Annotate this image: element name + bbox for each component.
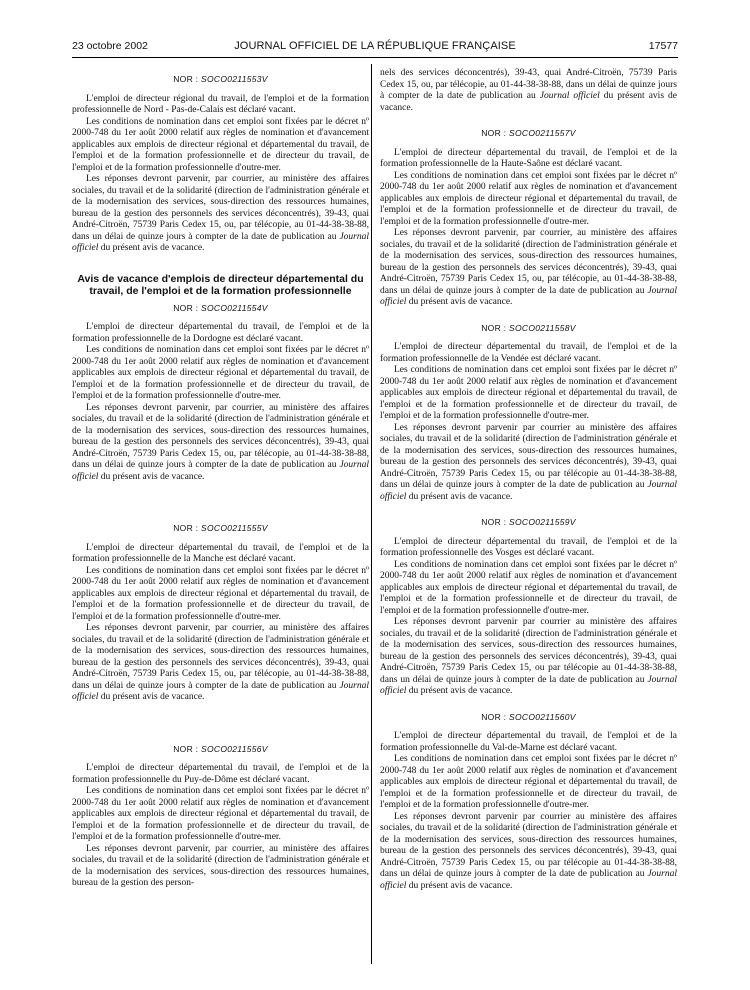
notice-paragraph: Les conditions de nomination dans cet emploi sont fixées par le décret nº 2000-748 du 1er août 2000 relatif aux règles de nomination et d'avancement applicables aux emplois de directeur régional et départemental du travail, de l'emploi et de la formation professionnelle et de directeur du travail, de l'emploi et de la formation professionnelle d'outre-mer.	[72, 786, 369, 842]
notice-paragraph	[380, 68, 677, 114]
notice-paragraph: Les conditions de nomination dans cet emploi sont fixées par le décret nº 2000-748 du 1er août 2000 relatif aux règles de nomination et d'avancement applicables aux emplois de directeur régional et départemental du travail, de l'emploi et de la formation professionnelle et de directeur du travail, de l'emploi et de la formation professionnelle d'outre-mer.	[380, 170, 677, 227]
notice-paragraph: L'emploi de directeur régional du travail, de l'emploi et de la formation professionnelle de Nord - Pas-de-Calais est déclaré vacant.	[72, 93, 369, 115]
notice-paragraph: L'emploi de directeur départemental du travail, de l'emploi et de la formation professionnelle du Val-de-Marne est déclaré vacant.	[380, 731, 677, 753]
notice-paragraph: Les conditions de nomination dans cet emploi sont fixées par le décret nº 2000-748 du 1er août 2000 relatif aux règles de nomination et d'avancement applicables aux emplois de directeur régional et départemental du travail, de l'emploi et de la formation professionnelle et de directeur du travail, de l'emploi et de la formation professionnelle d'outre-mer.	[380, 365, 677, 421]
journal-officiel-ref: Journal officiel	[72, 460, 369, 482]
nor-reference	[380, 128, 677, 140]
header-date: 23 octobre 2002	[72, 40, 148, 52]
notice-paragraph	[380, 423, 677, 504]
notice-paragraph: Les conditions de nomination dans cet emploi sont fixées par le décret nº 2000-748 du 1er août 2000 relatif aux règles de nomination et d'avancement applicables aux emplois de directeur régional et départemental du travail, de l'emploi et de la formation professionnelle et de directeur du travail, de l'emploi et de la formation professionnelle d'outre-mer.	[72, 345, 369, 401]
notice-text-end: du présent avis de vacance.	[408, 297, 513, 307]
nor-label: NOR :	[173, 523, 199, 533]
notice-text: nels des services déconcentrés), 39-43, quai André-Citroën, 75739 Paris Cedex 15, ou, par télécopie, au 01-44-38-38-88, dans un délai de quinze jours à compter de la date de publication au	[380, 68, 677, 101]
notice-block	[72, 303, 369, 484]
journal-officiel-ref: Journal officiel	[380, 480, 677, 502]
notice-text: Les réponses devront parvenir par courrier au ministère des affaires sociales, du travail et de la solidarité (direction de l'administration générale et de la modernisation des services, sous-direction des ressources humaines, bureau de la gestion des personnels des services déconcentrés), 39-43, quai André-Citroën, 75739 Paris Cedex 15, ou par télécopie au 01-44-38-38-88, dans un délai de quinze jours à compter de la date de publication au	[380, 422, 677, 490]
nor-reference	[72, 744, 369, 756]
notice-text-end: du présent avis de vacance.	[408, 491, 513, 502]
nor-reference	[380, 712, 677, 724]
notice-text: Les réponses devront parvenir, par courrier, au ministère des affaires sociales, du travail et de la solidarité (direction de l'administration générale et de la modernisation des services, sous-direction des ressources humaines, bureau de la gestion des personnels des services déconcentrés), 39-43, quai André-Citroën, 75739 Paris Cedex 15, ou, par télécopie, au 01-44-38-38-88, dans un délai de quinze jours à compter de la date de publication au	[72, 174, 369, 242]
notice-block	[72, 74, 369, 255]
notice-paragraph	[72, 174, 369, 255]
nor-code: SOCO0211555V	[201, 523, 268, 533]
nor-label: NOR :	[481, 711, 507, 722]
notice-text-end: du présent avis de vacance.	[100, 692, 205, 702]
notice-block	[72, 523, 369, 704]
nor-reference	[72, 74, 369, 86]
nor-reference	[380, 517, 677, 529]
notice-text: Les réponses devront parvenir, par courrier, au ministère des affaires sociales, du travail et de la solidarité (direction de l'administration générale et de la modernisation des services, sous-direction des ressources humaines, bureau de la gestion des personnels des services déconcentrés), 39-43, quai André-Citroën, 75739 Paris Cedex 15, ou, par télécopie, au 01-44-38-38-88, dans un délai de quinze jours à compter de la date de publication au	[72, 623, 369, 691]
notice-paragraph: L'emploi de directeur départemental du travail, de l'emploi et de la formation professionnelle de la Vendée est déclaré vacant.	[380, 342, 677, 364]
notice-paragraph: Les réponses devront parvenir, par courrier, au ministère des affaires sociales, du travail et de la solidarité (direction de l'administration générale et de la modernisation des services, sous-direction des ressources humaines, bureau de la gestion des person-	[72, 843, 369, 888]
journal-officiel-ref: Journal officiel	[539, 91, 600, 101]
notice-paragraph: Les conditions de nomination dans cet emploi sont fixées par le décret nº 2000-748 du 1er août 2000 relatif aux règles de nomination et d'avancement applicables aux emplois de directeur régional et départemental du travail, de l'emploi et de la formation professionnelle et de directeur du travail, de l'emploi et de la formation professionnelle d'outre-mer.	[72, 116, 369, 173]
nor-code: SOCO0211554V	[201, 302, 268, 313]
journal-officiel-ref: Journal officiel	[380, 674, 677, 696]
notice-text: Les réponses devront parvenir, par courrier, au ministère des affaires sociales, du travail et de la solidarité (direction de l'administration générale et de la modernisation des services, sous-direction des ressources humaines, bureau de la gestion des personnels des services déconcentrés), 39-43, quai André-Citroën, 75739 Paris Cedex 15, ou, par télécopie, au 01-44-38-38-88, dans un délai de quinze jours à compter de la date de publication au	[380, 228, 677, 296]
nor-label: NOR :	[481, 517, 507, 527]
notice-paragraph	[380, 617, 677, 698]
notice-paragraph: Les conditions de nomination dans cet emploi sont fixées par le décret nº 2000-748 du 1er août 2000 relatif aux règles de nomination et d'avancement applicables aux emplois de directeur régional et départemental du travail, de l'emploi et de la formation professionnelle et de directeur du travail, de l'emploi et de la formation professionnelle d'outre-mer.	[72, 565, 369, 622]
notice-paragraph: L'emploi de directeur départemental du travail, de l'emploi et de la formation professionnelle du Puy-de-Dôme est déclaré vacant.	[72, 763, 369, 785]
notice-text: Les réponses devront parvenir par courrier au ministère des affaires sociales, du travail et de la solidarité (direction de l'administration générale et de la modernisation des services, sous-direction des ressources humaines, bureau de la gestion des personnels des services déconcentrés), 39-43, quai André-Citroën, 75739 Paris Cedex 15, ou par télécopie au 01-44-38-38-88, dans un délai de quinze jours à compter de la date de publication au	[380, 617, 677, 685]
column-divider	[371, 64, 372, 964]
journal-officiel-ref: Journal officiel	[380, 285, 677, 307]
notice-paragraph: L'emploi de directeur départemental du travail, de l'emploi et de la formation professionnelle de la Manche est déclaré vacant.	[72, 542, 369, 564]
page-header	[72, 40, 678, 56]
notice-paragraph: Les conditions de nomination dans cet emploi sont fixées par le décret nº 2000-748 du 1er août 2000 relatif aux règles de nomination et d'avancement applicables aux emplois de directeur régional et départemental du travail, de l'emploi et de la formation professionnelle et de directeur du travail, de l'emploi et de la formation professionnelle d'outre-mer.	[380, 754, 677, 810]
notice-paragraph	[72, 403, 369, 484]
notice-text-end: du présent avis de vacance.	[380, 91, 677, 113]
notice-paragraph: L'emploi de directeur départemental du travail, de l'emploi et de la formation professionnelle des Vosges est déclaré vacant.	[380, 536, 677, 558]
nor-label: NOR :	[173, 302, 199, 313]
nor-code: SOCO0211558V	[509, 322, 576, 333]
header-page-number: 17577	[648, 40, 678, 52]
nor-reference	[380, 323, 677, 335]
left-column	[72, 68, 369, 968]
nor-code: SOCO0211557V	[509, 128, 576, 138]
journal-officiel-ref: Journal officiel	[380, 869, 677, 891]
notice-block	[380, 128, 677, 309]
journal-officiel-ref: Journal officiel	[72, 680, 369, 702]
journal-officiel-ref: Journal officiel	[72, 231, 369, 253]
notice-text-end: du présent avis de vacance.	[100, 243, 205, 253]
notice-text: Les réponses devront parvenir, par courrier, au ministère des affaires sociales, du travail et de la solidarité (direction de l'administration générale et de la modernisation des services, sous-direction des ressources humaines, bureau de la gestion des personnels des services déconcentrés), 39-43, quai André-Citroën, 75739 Paris Cedex 15, ou, par télécopie, au 01-44-38-38-88, dans un délai de quinze jours à compter de la date de publication au	[72, 402, 369, 470]
nor-code: SOCO0211559V	[509, 517, 576, 527]
nor-reference	[72, 523, 369, 535]
nor-label: NOR :	[173, 743, 199, 754]
right-column	[380, 68, 677, 968]
notice-paragraph: L'emploi de directeur départemental du travail, de l'emploi et de la formation professionnelle de la Haute-Saône est déclaré vacant.	[380, 147, 677, 169]
notice-paragraph: Les conditions de nomination dans cet emploi sont fixées par le décret nº 2000-748 du 1er août 2000 relatif aux règles de nomination et d'avancement applicables aux emplois de directeur régional et départemental du travail, de l'emploi et de la formation professionnelle et de directeur du travail, de l'emploi et de la formation professionnelle d'outre-mer.	[380, 559, 677, 616]
nor-label: NOR :	[481, 128, 507, 138]
notice-block	[72, 744, 369, 890]
nor-label: NOR :	[173, 74, 199, 84]
notice-text: Les réponses devront parvenir par courrier au ministère des affaires sociales, du travail et de la solidarité (direction de l'administration générale et de la modernisation des services, sous-direction des ressources humaines, bureau de la gestion des personnels des services déconcentrés), 39-43, quai André-Citroën, 75739 Paris Cedex 15, ou par télécopie au 01-44-38-38-88, dans un délai de quinze jours à compter de la date de publication au	[380, 811, 677, 879]
notice-text-end: du présent avis de vacance.	[100, 471, 205, 482]
notice-block	[380, 323, 677, 504]
header-rule	[72, 57, 678, 58]
notice-paragraph	[380, 228, 677, 309]
notice-paragraph	[72, 623, 369, 704]
nor-code: SOCO0211556V	[201, 743, 268, 754]
nor-reference	[72, 303, 369, 315]
notice-block	[380, 712, 677, 893]
notice-paragraph	[380, 812, 677, 893]
section-title: Avis de vacance d'emplois de directeur départemental du travail, de l'emploi et de la formation professionnelle	[77, 272, 364, 297]
notice-continuation	[380, 68, 677, 114]
nor-code: SOCO0211560V	[509, 711, 576, 722]
notice-text-end: du présent avis de vacance.	[408, 880, 513, 891]
notice-paragraph: L'emploi de directeur départemental du travail, de l'emploi et de la formation professionnelle de la Dordogne est déclaré vacant.	[72, 322, 369, 344]
notice-text-end: du présent avis de vacance.	[408, 686, 513, 696]
nor-code: SOCO0211553V	[201, 74, 268, 84]
notice-block	[380, 517, 677, 698]
nor-label: NOR :	[481, 322, 507, 333]
header-title: JOURNAL OFFICIEL DE LA RÉPUBLIQUE FRANÇAISE	[234, 40, 516, 52]
